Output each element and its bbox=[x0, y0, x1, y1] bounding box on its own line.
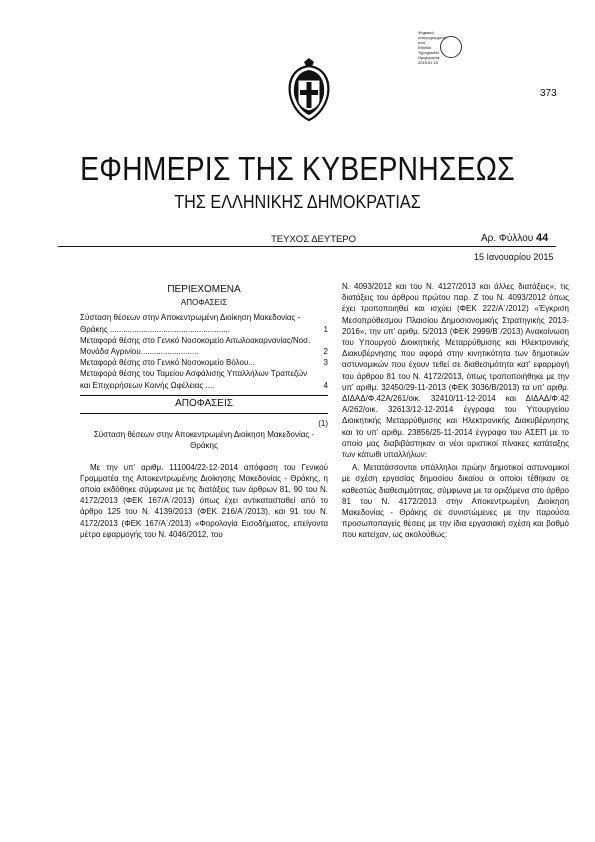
header-rule bbox=[58, 246, 556, 247]
digital-signature-stamp bbox=[418, 30, 460, 65]
sheet-label: Αρ. Φύλλου bbox=[481, 233, 534, 244]
toc-item[interactable] bbox=[80, 368, 328, 390]
stamp-line: υπογεγραμμένο bbox=[418, 35, 447, 40]
decision-body-right-2: Α. Μετατάσσονται υπάλληλοι πρώην δημοτικοί αστυνομικοί με σχέση εργασίας δημοσίου δικαίου οι οποίοι τέθηκαν σε καθεστώς διαθεσιμότητας, σύμφωνα με τα οριζόμενα στο άρθρο 81 του Ν. 4172/2013 στην Αποκεντρωμένη Διοίκηση Μακεδονίας - Θράκης σε συνιστώμενες με την παρούσα προσωποπαγείς θέσεις με την ίδια εργασιακή σχέση και βαθμό που κατείχαν, ως ακολούθως: bbox=[342, 463, 569, 540]
stamp-line: Typografeio bbox=[418, 50, 439, 55]
toc-item[interactable] bbox=[80, 335, 328, 357]
toc-item-text: Μεταφορά θέσης στο Γενικό Νοσοκομείο Αιτωλοακαρνανίας/Νοσ. Μονάδα Αγρινίου.......................... bbox=[80, 335, 311, 357]
signature-seal-icon bbox=[440, 36, 462, 58]
section-divider bbox=[80, 413, 328, 414]
toc-item-page: 3 bbox=[323, 358, 328, 368]
toc-item[interactable] bbox=[80, 357, 328, 368]
decision-subject: Σύσταση θέσεων στην Αποκεντρωμένη Διοίκηση Μακεδονίας - Θράκης bbox=[93, 430, 315, 451]
stamp-line: από bbox=[418, 40, 426, 45]
decision-body-left: Με την υπ’ αριθμ. 111004/22-12-2014 απόφαση του Γενικού Γραμματέα της Αποκεντρωμένης Διοίκησης Μακεδονίας - Θράκης, η οποία εκδόθηκε σύμφωνα με τις διατάξεις των άρθρων 81, 90 του Ν. 4172/2013 (ΦΕΚ 167/Α΄/2013) όπως έχει αντικατασταθεί από το άρθρο 125 του Ν. 4139/2013 (ΦΕΚ 216/Α΄/2013), και 91 του Ν. 4172/2013 (ΦΕΚ 167/Α΄/2013) «Φορολογία Εισοδήματος, επείγοντα μέτρα εφαρμογής του Ν. 4046/2012, του bbox=[80, 462, 328, 539]
toc-item-page: 4 bbox=[323, 380, 328, 390]
toc-section: ΑΠΟΦΑΣΕΙΣ bbox=[180, 298, 228, 308]
stamp-line: Ethniko bbox=[418, 45, 432, 50]
toc-heading: ΠΕΡΙΕΧΟΜΕΝΑ bbox=[167, 284, 241, 295]
section-divider bbox=[80, 395, 328, 396]
gazette-title: ΕΦΗΜΕΡΙΣ ΤΗΣ ΚΥΒΕΡΝΗΣΕΩΣ bbox=[80, 150, 515, 187]
toc-item-text: Μεταφορά θέσης στο Γενικό Νοσοκομείο Βόλου... bbox=[80, 358, 255, 368]
left-column bbox=[80, 284, 328, 540]
toc-item[interactable] bbox=[80, 312, 328, 334]
toc-item-text: Σύσταση θέσεων στην Αποκεντρωμένη Διοίκηση Μακεδονίας - Θράκης ...................................................... bbox=[80, 313, 301, 334]
toc-item-page: 2 bbox=[323, 347, 328, 357]
sheet-number bbox=[481, 232, 548, 244]
toc-item-text: Μεταφορά θέσης του Ταμείου Ασφάλισης Υπαλλήλων Τραπεζών και Επιχειρήσεων Κοινής Ωφέλειας .... bbox=[80, 369, 308, 390]
stamp-line: Ψηφιακά bbox=[418, 30, 434, 35]
decision-ref: (1) bbox=[318, 419, 328, 429]
decision-body-right: Ν. 4093/2012 και του Ν. 4127/2013 και άλλες διατάξεις», τις διατάξεις του άρθρου πρώτου παρ. Ζ του Ν. 4093/2012 όπως έχει τροποποιηθεί και ισχύει (ΦΕΚ 222/Α΄/2012) «Έγκριση Μεσοπρόθεσμου Πλαισίου Δημοσιονομικής Στρατηγικής 2013-2016», την υπ’ αριθμ. 5/2013 (ΦΕΚ 2999/Β΄/2013) Ανακοίνωση του Υπουργού Διοικητικής Μεταρρύθμισης και Ηλεκτρονικής Διακυβέρνησης που αφορά στην κινητικότητα των δημοτικών αστυνομικών που έχουν τεθεί σε διαθεσιμότητα κατ’ εφαρμογή του άρθρου 81 του Ν. 4172/2013, όπως τροποποιήθηκε με την υπ’ αριθμ. 32450/29-11-2013 (ΦΕΚ 3036/Β/2013) τα υπ’ αριθμ. ΔΙΔΑΔ/Φ.42Α/261/οικ. 32410/11-12-2014 και ΔΙΔΑΔ/Φ.42 Α/262/οικ. 32613/12-12-2014 έγγραφα του Υπουργείου Διοικητικής Μεταρρύθμισης και Ηλεκτρονικής Διακυβέρνησης και το υπ’ αριθμ. 23856/25-11-2014 έγγραφο του ΑΣΕΠ με το οποίο μας διαβιβάστηκαν οι νέοι οριστικοί πίνακες κατάταξης των κάτωθι υπαλλήλων: bbox=[342, 282, 569, 460]
stamp-line: Ημερομηνία: bbox=[418, 55, 441, 60]
sheet-number-value: 44 bbox=[536, 232, 549, 244]
toc-list bbox=[80, 312, 328, 390]
issue-label: ΤΕΥΧΟΣ ΔΕΥΤΕΡΟ bbox=[271, 234, 357, 245]
stamp-line: 2015.01.15 bbox=[418, 60, 439, 65]
right-column bbox=[342, 281, 569, 541]
page-number: 373 bbox=[540, 88, 557, 99]
decisions-heading: ΑΠΟΦΑΣΕΙΣ bbox=[175, 397, 233, 409]
toc-item-page: 1 bbox=[323, 324, 328, 334]
issue-date: 15 Ιανουαρίου 2015 bbox=[474, 252, 554, 262]
gazette-subtitle: ΤΗΣ ΕΛΛΗΝΙΚΗΣ ΔΗΜΟΚΡΑΤΙΑΣ bbox=[174, 192, 421, 212]
greek-coat-of-arms-icon bbox=[284, 58, 334, 122]
